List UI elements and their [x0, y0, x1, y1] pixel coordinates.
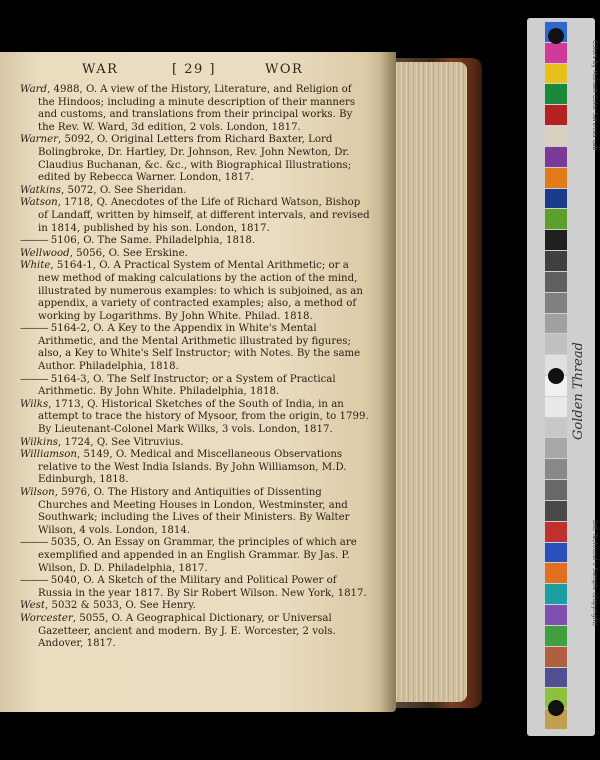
color-swatch [545, 251, 567, 271]
entry-headword: Worcester [20, 612, 73, 624]
entry-headword: Watkins [20, 184, 61, 196]
entry-text: , 4988, O. A view of the History, Literature, and Religion of the Hindoos; including a minute description of their manners and customs, and translations from their principal works. By the Rev. W. Ward, 3d edition, 2 vols. London, 1817. [38, 84, 356, 133]
entry-headword: ——— [20, 575, 48, 587]
entry-text: , 1718, Q. Anecdotes of the Life of Richard Watson, Bishop of Landaff, written by himself, at different intervals, and revised in 1814, published by his son. London, 1817. [38, 197, 370, 234]
color-swatch [545, 189, 567, 209]
card-text-bottom: DIG Technical L Sample (Copyright) [591, 520, 598, 627]
color-swatch [545, 438, 567, 458]
color-swatch [545, 84, 567, 104]
entry-headword: Warner [20, 134, 58, 146]
entry-headword: Wilson [20, 487, 55, 498]
catalog-entry [20, 600, 370, 613]
color-swatch [545, 126, 567, 146]
color-swatch [545, 43, 567, 63]
color-swatch [545, 314, 567, 334]
color-swatch [545, 397, 567, 417]
catalog-entry [20, 613, 370, 651]
catalog-entry [20, 197, 370, 235]
entry-text: , 5976, O. The History and Antiquities of Dissenting Churches and Meeting Houses in London, Westminster, and Southwark; including the Lives of their Ministers. By Walter Wilson, 4 vols. London, 1814. [38, 487, 350, 536]
registration-target-icon [548, 28, 564, 44]
entry-text: , 5149, O. Medical and Miscellaneous Observations relative to the West India Islands. By John Williamson, M.D. Edinburgh, 1818. [38, 449, 347, 486]
catalog-entry [20, 437, 370, 450]
color-swatch [545, 168, 567, 188]
entry-headword: West [20, 600, 45, 612]
catalog-entry [20, 487, 370, 537]
entry-text: 5106, O. The Same. Philadelphia, 1818. [47, 235, 256, 247]
catalog-entry [20, 399, 370, 437]
color-swatch [545, 626, 567, 646]
color-swatch [545, 147, 567, 167]
color-swatch [545, 293, 567, 313]
catalog-entry [20, 248, 370, 261]
color-swatch [545, 459, 567, 479]
entry-headword: Ward [20, 84, 48, 95]
entry-text: , 5056, O. See Erskine. [69, 247, 188, 259]
color-swatch [545, 501, 567, 521]
color-swatch [545, 584, 567, 604]
entry-text: , 5092, O. Original Letters from Richard Baxter, Lord Bolingbroke, Dr. Hartley, Dr. Johnson, Rev. John Newton, Dr. Claudius Buchanan, &c. &c., with Biographical Illustrations; edited by Rebecca Warner. London, 1817. [38, 134, 352, 184]
entry-headword: Wilks [20, 398, 49, 410]
catalog-entry [20, 575, 370, 600]
color-swatch [545, 272, 567, 292]
entry-text: 5040, O. A Sketch of the Military and Political Power of Russia in the year 1817. By Sir Robert Wilson. New York, 1817. [38, 575, 367, 599]
color-swatch [545, 543, 567, 563]
entry-text: , 5164-1, O. A Practical System of Mental Arithmetic; or a new method of making calculations by the action of the mind, illustrated by numerous examples: to which is subjoined, as an appendix, a variety of contracted examples; also, a method of working by Logarithms. By John White. Philad. 1818. [38, 260, 363, 322]
entry-headword: ——— [20, 373, 48, 385]
entry-headword: ——— [20, 235, 48, 247]
entry-text: 5164-3, O. The Self Instructor; or a System of Practical Arithmetic. By John White. Philadelphia, 1818. [38, 373, 336, 398]
catalog-entry [20, 449, 370, 487]
catalog-entry [20, 134, 370, 184]
color-swatch [545, 668, 567, 688]
entry-headword: Watson [20, 197, 58, 209]
entry-headword: Williamson [20, 449, 77, 461]
catalog-entry [20, 260, 370, 323]
catalog-entry [20, 84, 370, 134]
color-swatch [545, 64, 567, 84]
entry-headword: ——— [20, 537, 48, 549]
catalog-entry [20, 323, 370, 373]
color-swatch [545, 230, 567, 250]
entry-text: , 1724, Q. See Vitruvius. [58, 436, 184, 448]
catalog-entry [20, 235, 370, 248]
color-swatch [545, 647, 567, 667]
entry-text: , 5055, O. A Geographical Dictionary, or Universal Gazetteer, ancient and modern. By J. E. Worcester, 2 vols. Andover, 1817. [38, 612, 336, 650]
color-swatch [545, 480, 567, 500]
color-swatch [545, 418, 567, 438]
catalog-entry [20, 537, 370, 575]
color-swatch [545, 563, 567, 583]
catalog-entry [20, 374, 370, 399]
catalog-entries [20, 84, 370, 651]
color-swatch [545, 522, 567, 542]
registration-target-icon [548, 700, 564, 716]
entry-text: , 1713, Q. Historical Sketches of the South of India, in an attempt to trace the history of Mysoor, from the origin, to 1799. By Lieutenant-Colonel Mark Wilks, 3 vols. London, 1817. [38, 398, 369, 436]
page-gutter-shadow [380, 52, 396, 712]
page-edges [385, 62, 467, 702]
running-head-right: WOR [265, 62, 304, 77]
card-text-top: Colors by Munsell Color Services Lab [591, 40, 598, 151]
running-head-left: WAR [82, 62, 119, 77]
entry-text: 5164-2, O. A Key to the Appendix in White's Mental Arithmetic, and the Mental Arithmetic illustrated by figures; also, a Key to White's Self Instructor; with Notes. By the same Author. Philadelphia, 1818. [38, 323, 361, 373]
color-swatch [545, 209, 567, 229]
entry-text: , 5072, O. See Sheridan. [60, 184, 187, 196]
color-swatch [545, 334, 567, 354]
color-swatch [545, 605, 567, 625]
entry-text: 5035, O. An Essay on Grammar, the principles of which are exemplified and appended in an English Grammar. By Jas. P. Wilson, D. D. Philadelphia, 1817. [38, 537, 357, 574]
entry-headword: Wellwood [20, 247, 70, 259]
entry-headword: Wilkins [20, 436, 59, 448]
registration-target-icon [548, 368, 564, 384]
entry-headword: ——— [20, 323, 48, 335]
catalog-entry [20, 185, 370, 198]
card-label: Golden Thread [571, 342, 586, 440]
entry-headword: White [20, 260, 51, 272]
page-number: [ 29 ] [172, 62, 216, 77]
entry-text: , 5032 & 5033, O. See Henry. [45, 600, 196, 612]
color-swatch [545, 105, 567, 125]
